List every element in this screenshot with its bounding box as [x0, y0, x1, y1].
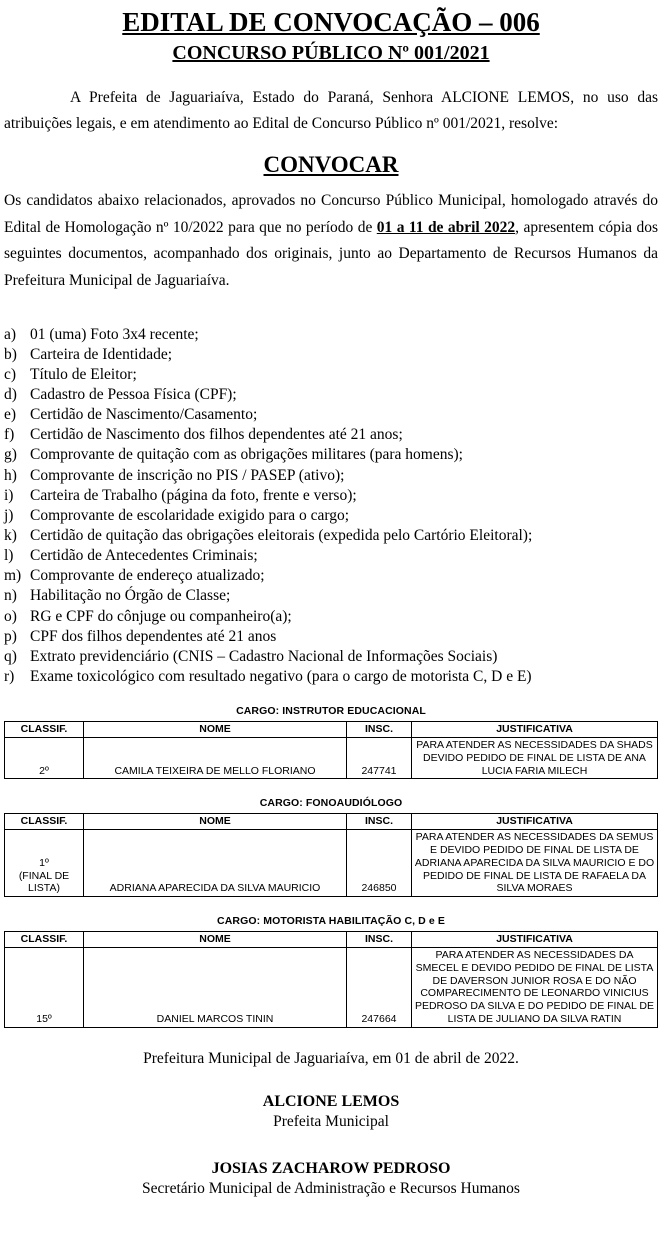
list-item — [4, 365, 658, 385]
list-item-label: CPF dos filhos dependentes até 21 anos — [30, 627, 277, 645]
column-header: NOME — [84, 814, 347, 830]
cell-classif: 15º — [5, 947, 84, 1027]
list-item-marker: g) — [4, 446, 17, 464]
page-title: EDITAL DE CONVOCAÇÃO – 006 — [122, 7, 540, 37]
list-item-label: RG e CPF do cônjuge ou companheiro(a); — [30, 607, 292, 625]
list-item-label: Comprovante de endereço atualizado; — [30, 567, 265, 585]
cargo-heading: CARGO: FONOAUDIÓLOGO — [259, 797, 403, 810]
candidates-table — [4, 931, 658, 1028]
list-item-marker: o) — [4, 607, 17, 625]
list-item — [4, 445, 658, 465]
cell-justificativa: PARA ATENDER AS NECESSIDADES DA SEMUS E DEVIDO PEDIDO DE FINAL DE LISTA DE ADRIANA APARECIDA DA SILVA MAURICIO E DO PEDIDO DE FINAL DE LISTA DE RAFAELA DA SILVA MORAES — [412, 830, 658, 897]
list-item — [4, 586, 658, 606]
list-item — [4, 405, 658, 425]
column-header: NOME — [84, 722, 347, 738]
signature-role: Secretário Municipal de Administração e Recursos Humanos — [142, 1180, 520, 1198]
list-item-label: Carteira de Trabalho (página da foto, frente e verso); — [30, 486, 357, 504]
list-item-label: Certidão de Nascimento/Casamento; — [30, 406, 258, 424]
list-item-marker: q) — [4, 647, 17, 665]
table-header-row — [5, 814, 658, 830]
list-item-label: Comprovante de inscrição no PIS / PASEP (ativo); — [30, 466, 345, 484]
list-item-marker: j) — [4, 506, 14, 524]
column-header: JUSTIFICATIVA — [412, 722, 658, 738]
list-item-marker: a) — [4, 325, 17, 343]
list-item-marker: k) — [4, 527, 17, 545]
column-header: CLASSIF. — [5, 722, 84, 738]
column-header: JUSTIFICATIVA — [412, 814, 658, 830]
list-item-marker: h) — [4, 466, 17, 484]
list-item-label: Certidão de quitação das obrigações eleitorais (expedida pelo Cartório Eleitoral); — [30, 527, 533, 545]
list-item-marker: n) — [4, 587, 17, 605]
cargo-heading: CARGO: INSTRUTOR EDUCACIONAL — [236, 705, 426, 718]
cell-nome: ADRIANA APARECIDA DA SILVA MAURICIO — [84, 830, 347, 897]
table-row — [5, 947, 658, 1027]
list-item — [4, 385, 658, 405]
list-item-label: Habilitação no Órgão de Classe; — [30, 587, 231, 605]
list-item-marker: m) — [4, 567, 22, 585]
list-item — [4, 667, 658, 687]
signature-block — [4, 1092, 658, 1131]
intro-paragraph: A Prefeita de Jaguariaíva, Estado do Paraná, Senhora ALCIONE LEMOS, no uso das atribuições legais, e em atendimento ao Edital de Concurso Público nº 001/2021, resolve: — [4, 88, 658, 133]
list-item-label: Cadastro de Pessoa Física (CPF); — [30, 386, 237, 404]
column-header: CLASSIF. — [5, 932, 84, 948]
cell-justificativa: PARA ATENDER AS NECESSIDADES DA SHADS DEVIDO PEDIDO DE FINAL DE LISTA DE ANA LUCIA FARIA MILECH — [412, 737, 658, 778]
list-item — [4, 627, 658, 647]
cell-nome: CAMILA TEIXEIRA DE MELLO FLORIANO — [84, 737, 347, 778]
list-item-label: Certidão de Antecedentes Criminais; — [30, 547, 258, 565]
column-header: INSC. — [347, 932, 412, 948]
list-item-marker: l) — [4, 547, 14, 565]
list-item — [4, 486, 658, 506]
convocar-heading: CONVOCAR — [263, 152, 399, 177]
body-part2: , apresentem cópia dos seguintes documentos, acompanhado dos originais, junto ao Departamento de Recursos Humanos da Prefeitura Municipal de Jaguariaíva. — [4, 218, 659, 289]
list-item-label: Comprovante de escolaridade exigido para o cargo; — [30, 506, 350, 524]
body-highlight: 01 a 11 de abril 2022 — [376, 218, 516, 236]
list-item — [4, 325, 658, 345]
list-item-label: Extrato previdenciário (CNIS – Cadastro Nacional de Informações Sociais) — [30, 647, 498, 665]
list-item-marker: c) — [4, 365, 17, 383]
column-header: INSC. — [347, 814, 412, 830]
signatures — [4, 1092, 658, 1199]
list-item-label: 01 (uma) Foto 3x4 recente; — [30, 325, 199, 343]
list-item — [4, 526, 658, 546]
body-part1: Os candidatos abaixo relacionados, aprovados no Concurso Público Municipal, homologado através do Edital de Homologação nº 10/2022 para que no período de — [4, 192, 658, 236]
list-item — [4, 466, 658, 486]
cell-classif: 2º — [5, 737, 84, 778]
list-item-marker: r) — [4, 668, 15, 686]
signature-role: Prefeita Municipal — [273, 1112, 389, 1130]
candidates-table — [4, 813, 658, 897]
list-item — [4, 647, 658, 667]
closing-line: Prefeitura Municipal de Jaguariaíva, em 01 de abril de 2022. — [143, 1049, 519, 1067]
list-item-label: Título de Eleitor; — [30, 365, 137, 383]
cell-insc: 247741 — [347, 737, 412, 778]
list-item — [4, 566, 658, 586]
list-item-label: Exame toxicológico com resultado negativo (para o cargo de motorista C, D e E) — [30, 668, 532, 686]
cell-classif: 1º (FINAL DE LISTA) — [5, 830, 84, 897]
column-header: CLASSIF. — [5, 814, 84, 830]
table-header-row — [5, 722, 658, 738]
signature-block — [4, 1159, 658, 1198]
signature-name: JOSIAS ZACHAROW PEDROSO — [211, 1160, 451, 1178]
list-item-marker: f) — [4, 426, 15, 444]
list-item-label: Comprovante de quitação com as obrigações militares (para homens); — [30, 446, 463, 464]
cell-insc: 246850 — [347, 830, 412, 897]
list-item — [4, 546, 658, 566]
column-header: NOME — [84, 932, 347, 948]
list-item-marker: p) — [4, 627, 17, 645]
column-header: INSC. — [347, 722, 412, 738]
list-item — [4, 607, 658, 627]
list-item — [4, 425, 658, 445]
cell-insc: 247664 — [347, 947, 412, 1027]
signature-name: ALCIONE LEMOS — [262, 1092, 400, 1110]
table-row — [5, 737, 658, 778]
cargo-sections — [4, 705, 658, 1028]
candidates-table — [4, 721, 658, 779]
table-header-row — [5, 932, 658, 948]
table-row — [5, 830, 658, 897]
list-item-marker: b) — [4, 345, 17, 363]
list-item-marker: i) — [4, 486, 14, 504]
body-paragraph — [4, 188, 658, 295]
list-item-marker: d) — [4, 386, 17, 404]
list-item — [4, 506, 658, 526]
column-header: JUSTIFICATIVA — [412, 932, 658, 948]
list-item-marker: e) — [4, 406, 17, 424]
page-subtitle: CONCURSO PÚBLICO Nº 001/2021 — [172, 41, 490, 64]
documents-list — [4, 325, 658, 688]
cell-justificativa: PARA ATENDER AS NECESSIDADES DA SMECEL E DEVIDO PEDIDO DE FINAL DE LISTA DE DAVERSON JUNIOR ROSA E DO NÃO COMPARECIMENTO DE LEONARDO VINICIUS PEDROSO DA SILVA E DO PEDIDO DE FINAL DE LISTA DE JULIANO DA SILVA RATIN — [412, 947, 658, 1027]
list-item — [4, 345, 658, 365]
list-item-label: Certidão de Nascimento dos filhos dependentes até 21 anos; — [30, 426, 403, 444]
cargo-heading: CARGO: MOTORISTA HABILITAÇÃO C, D e E — [217, 915, 445, 928]
cell-nome: DANIEL MARCOS TININ — [84, 947, 347, 1027]
list-item-label: Carteira de Identidade; — [30, 345, 173, 363]
